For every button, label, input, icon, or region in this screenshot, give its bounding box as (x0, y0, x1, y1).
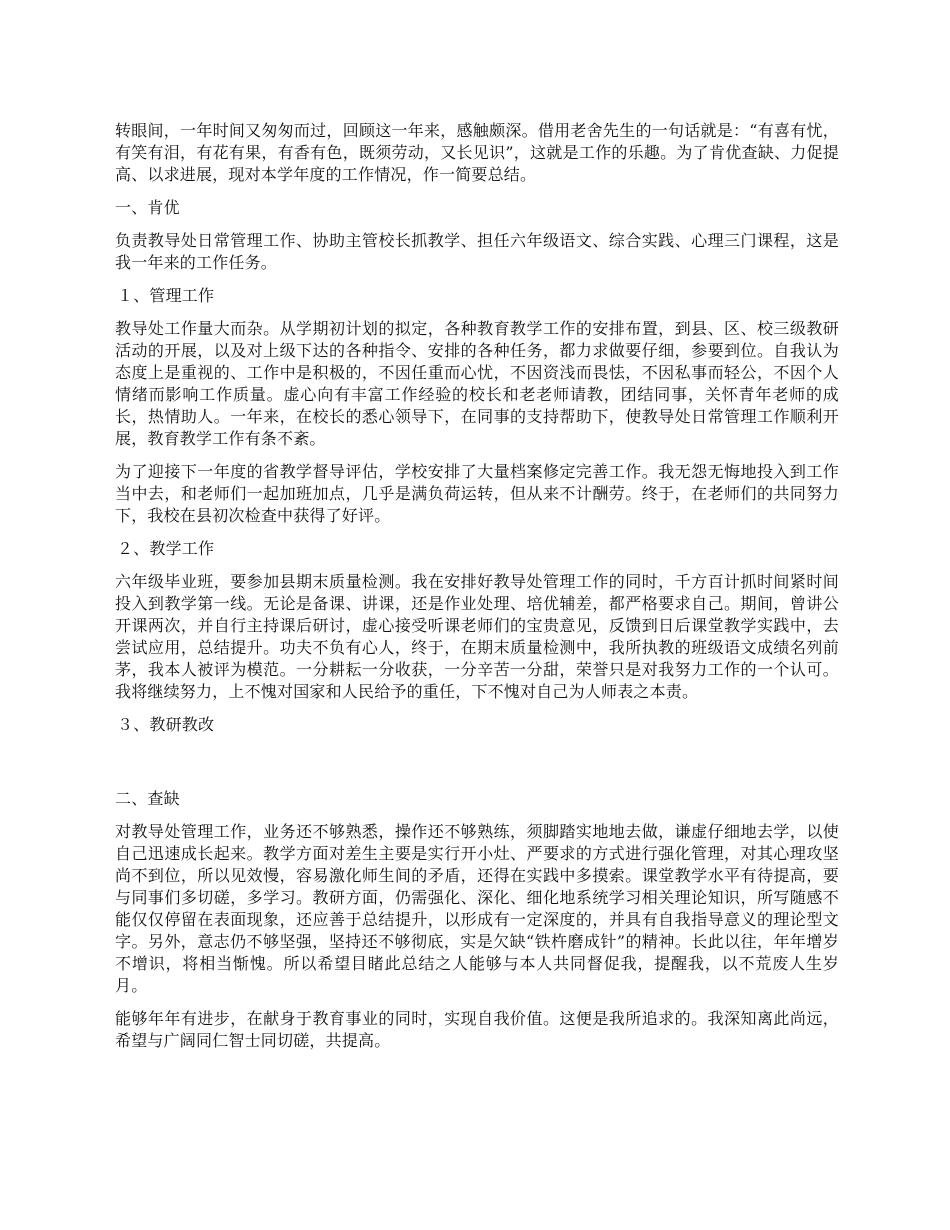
management-paragraph-1: 教导处工作量大而杂。从学期初计划的拟定，各种教育教学工作的安排布置，到县、区、校三级教研活动的开展，以及对上级下达的各种指令、安排的各种任务，都力求做要仔细，参要到位。自我认为态度上是重视的、工作中是积极的，不因任重而心忧，不因资浅而畏怯，不因私事而轻公，不因个人情绪而影响工作质量。虚心向有丰富工作经验的校长和老老师请教，团结同事，关怀青年老师的成长，热情助人。一年来，在校长的悉心领导下，在同事的支持帮助下，使教导处日常管理工作顺利开展，教育教学工作有条不紊。 (115, 319, 839, 448)
subheading-teaching: ２、教学工作 (117, 539, 215, 558)
document-body (115, 120, 839, 1063)
section-heading-shortcomings: 二、查缺 (115, 789, 180, 808)
duties-paragraph: 负责教导处日常管理工作、协助主管校长抓教学、担任六年级语文、综合实践、心理三门课程，这是我一年来的工作任务。 (115, 231, 839, 272)
section-heading-strengths: 一、肯优 (115, 198, 180, 217)
teaching-paragraph: 六年级毕业班，要参加县期末质量检测。我在安排好教导处管理工作的同时，千方百计抓时间紧时间投入到教学第一线。无论是备课、讲课，还是作业处理、培优辅差，都严格要求自己。期间，曾讲公开课两次，并自行主持课后研讨，虚心接受听课老师们的宝贵意见，反馈到日后课堂教学实践中，去尝试应用，总结提升。功夫不负有心人，终于，在期末质量检测中，我所执教的班级语文成绩名列前茅，我本人被评为模范。一分耕耘一分收获，一分辛苦一分甜，荣誉只是对我努力工作的一个认可。我将继续努力，上不愧对国家和人民给予的重任，下不愧对自己为人师表之本责。 (115, 572, 839, 701)
closing-paragraph: 能够年年有进步，在献身于教育事业的同时，实现自我价值。这便是我所追求的。我深知离此尚远，希望与广阔同仁智士同切磋，共提高。 (115, 1009, 839, 1050)
intro-paragraph: 转眼间，一年时间又匆匆而过，回顾这一年来，感触颇深。借用老舍先生的一句话就是：“有喜有忧，有笑有泪，有花有果，有香有色，既须劳动，又长见识”，这就是工作的乐趣。为了肯优查缺、力促提高、以求进展，现对本学年度的工作情况，作一简要总结。 (115, 121, 839, 184)
management-paragraph-2: 为了迎接下一年度的省教学督导评估，学校安排了大量档案修定完善工作。我无怨无悔地投入到工作当中去，和老师们一起加班加点，几乎是满负荷运转，但从来不计酬劳。终于，在老师们的共同努力下，我校在县初次检查中获得了好评。 (115, 462, 839, 525)
subheading-research: ３、教研教改 (117, 715, 215, 734)
blank-gap (115, 747, 839, 788)
shortcomings-paragraph: 对教导处管理工作，业务还不够熟悉，操作还不够熟练，须脚踏实地地去做，谦虚仔细地去学，以使自己迅速成长起来。教学方面对差生主要是实行开小灶、严要求的方式进行强化管理，对其心理攻坚尚不到位，所以见效慢，容易激化师生间的矛盾，还得在实践中多摸索。课堂教学水平有待提高，要与同事们多切磋，多学习。教研方面，仍需强化、深化、细化地系统学习相关理论知识，所写随感不能仅仅停留在表面现象，还应善于总结提升，以形成有一定深度的，并具有自我指导意义的理论型文字。另外，意志仍不够坚强，坚持还不够彻底，实是欠缺“铁杵磨成针”的精神。长此以往，年年增岁不增识，将相当惭愧。所以希望目睹此总结之人能够与本人共同督促我，提醒我，以不荒废人生岁月。 (115, 822, 839, 995)
subheading-management: １、管理工作 (117, 286, 215, 305)
